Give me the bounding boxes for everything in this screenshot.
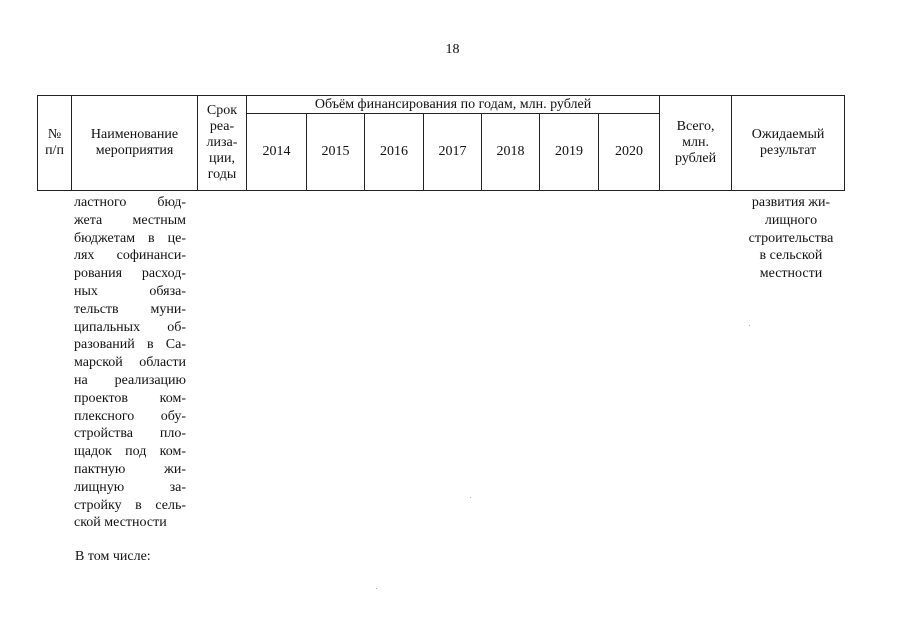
header-term-line: реа- (209, 119, 235, 134)
header-num-line: № (47, 127, 62, 142)
name-line: марской области (74, 355, 186, 371)
header-term-line: Срок (206, 103, 238, 118)
measure-name-continuation (74, 194, 186, 532)
header-num (38, 96, 72, 191)
scan-speck (749, 325, 750, 326)
name-line: лях софинанси- (74, 248, 186, 264)
name-line: проектов ком- (74, 390, 186, 406)
header-total-line: млн. (682, 135, 709, 150)
header-total-line: Всего, (676, 119, 715, 134)
header-result (732, 96, 845, 191)
page-number: 18 (445, 42, 460, 57)
name-line: стройку в сель- (74, 497, 186, 513)
name-line: ластного бюд- (74, 195, 186, 210)
scan-speck (470, 497, 471, 498)
header-name-line: мероприятия (95, 143, 174, 158)
financing-table-header (37, 95, 845, 191)
header-year: 2014 (247, 114, 307, 191)
scan-speck (376, 588, 377, 589)
header-term (198, 96, 247, 191)
name-line: ской местности (74, 515, 167, 531)
header-term-line: ции, (209, 151, 235, 166)
header-funding: Объём финансирования по годам, млн. рублей (247, 96, 660, 114)
header-result-line: Ожидаемый (751, 127, 825, 142)
result-line: местности (759, 266, 823, 282)
header-year: 2020 (599, 114, 660, 191)
name-line: на реализацию (74, 372, 186, 388)
result-line: в сельской (759, 248, 823, 264)
name-line: ципальных об- (74, 319, 186, 335)
header-year: 2015 (307, 114, 365, 191)
name-line: щадок под ком- (74, 444, 186, 460)
result-line: лищного (764, 212, 818, 228)
name-line: тельств муни- (74, 301, 186, 317)
header-num-line: п/п (45, 143, 64, 158)
header-year: 2018 (482, 114, 540, 191)
name-line: бюджетам в це- (74, 230, 186, 246)
name-line: плексного обу- (74, 408, 186, 424)
header-result-line: результат (760, 143, 817, 158)
name-line: рования расход- (74, 266, 186, 282)
including-note: В том числе: (75, 549, 151, 564)
name-line: ных обяза- (74, 283, 186, 299)
name-line: лищную за- (74, 479, 186, 495)
name-line: жета местным (74, 212, 186, 228)
header-total-line: рублей (675, 151, 717, 166)
header-year: 2017 (424, 114, 482, 191)
name-line: стройства пло- (74, 426, 186, 442)
header-term-line: лиза- (206, 135, 238, 150)
header-year: 2019 (540, 114, 599, 191)
name-line: разований в Са- (74, 337, 186, 353)
header-name (72, 96, 198, 191)
header-year: 2016 (365, 114, 424, 191)
name-line: пактную жи- (74, 461, 186, 477)
header-name-line: Наименование (90, 127, 179, 142)
result-line: строительства (748, 230, 834, 246)
expected-result-continuation (736, 194, 846, 283)
header-term-line: годы (207, 167, 237, 182)
result-line: развития жи- (751, 195, 831, 210)
header-total (660, 96, 732, 191)
